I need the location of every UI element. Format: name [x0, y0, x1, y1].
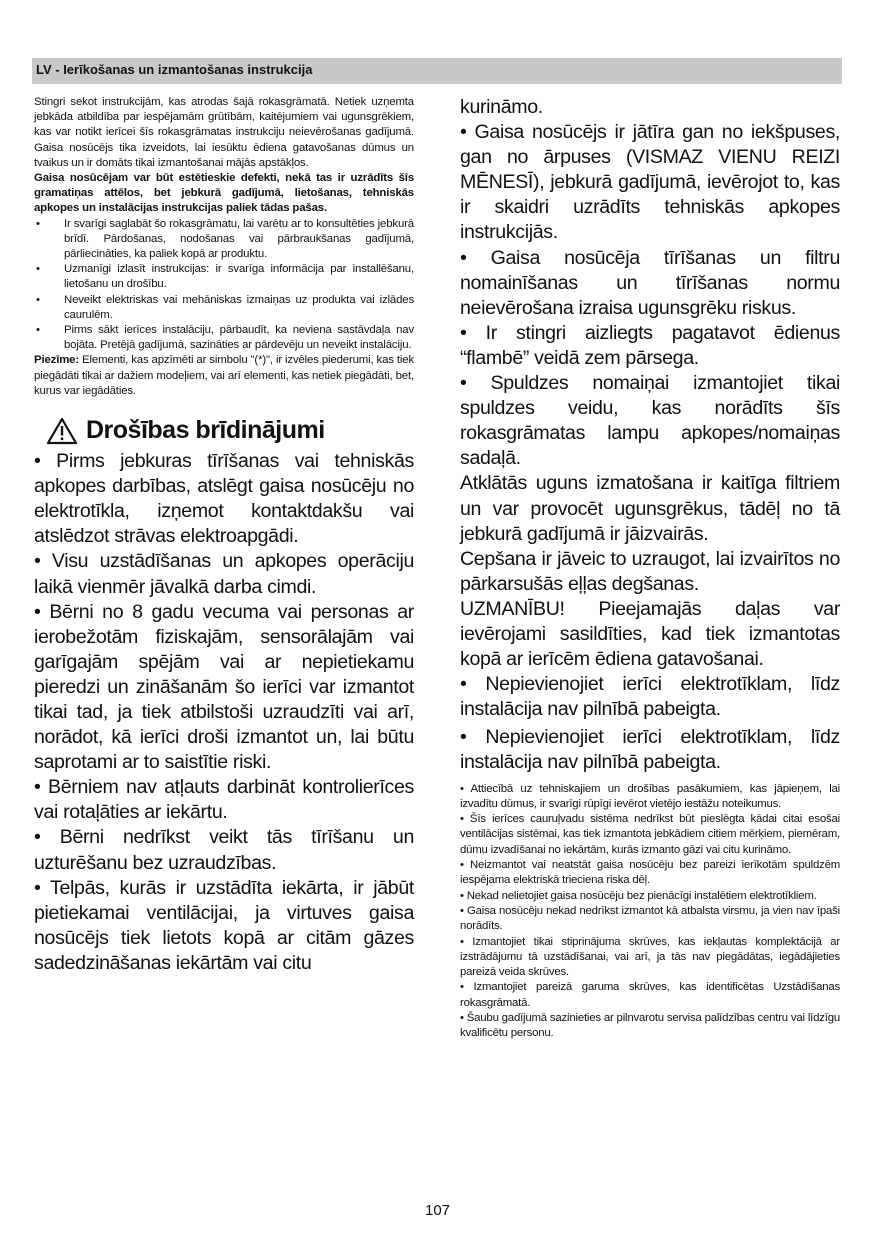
- bold-note: Gaisa nosūcējam var būt estētieskie defekti, nekā tas ir uzrādīts šīs gramatiņas attēlos, bet jebkurā gadījumā, lietošanas, tehniskās apkopes un instalācijas instrukcijas paliek tādas pašas.: [34, 172, 414, 215]
- bullet-icon: •: [36, 263, 40, 276]
- warning-paragraph: • Bērni no 8 gadu vecuma vai personas ar ierobežotām fiziskajām, sensorālajām vai garīgajām spējām vai ar nepietiekamu pieredzi un zināšanām šo ierīci var izmantot tikai tad, ja tiek atbilstoši uzraudzīti vai arī, norādot, kā ierīci droši izmantot un, lai būtu saprotami ar to saistītie riski.: [34, 600, 414, 774]
- small-warning-paragraph: • Šīs ierīces cauruļvadu sistēma nedrīkst būt pieslēgta kādai citai esošai ventilācijas sistēmai, kas tiek izmantota jebkādiem citiem mērķiem, piemēram, dūmu izvadīšanai no iekārtām, kurās izmanto gāzi vai citu kurināmo.: [460, 813, 840, 856]
- warning-paragraph: • Gaisa nosūcēja tīrīšanas un filtru nomainīšanas un tīrīšanas normu neievērošana izraisa ugunsgrēku riskus.: [460, 246, 840, 319]
- warning-paragraph: • Gaisa nosūcējs ir jātīra gan no iekšpuses, gan no ārpuses (VISMAZ VIENU REIZI MĒNESĪ), jebkurā gadījumā, ievērojot to, kas ir skaidri uzrādīts tehniskās apkopes instrukcijās.: [460, 121, 840, 244]
- warning-paragraph: • Visu uzstādīšanas un apkopes operāciju laikā vienmēr jāvalkā darba cimdi.: [34, 550, 414, 598]
- list-item: • Pirms sākt ierīces instalāciju, pārbaudīt, ka neviena sastāvdaļa nav bojāta. Pretējā gadījumā, sazināties ar pārdevēju un neveikt instalāciju.: [36, 324, 414, 352]
- bullet-icon: •: [36, 324, 40, 337]
- left-column: [34, 95, 414, 976]
- bullet-list: [34, 217, 414, 354]
- header-bar: [32, 58, 842, 84]
- warning-paragraph: UZMANĪBU! Pieejamajās daļas var ievērojami sasildīties, kad tiek izmantotas kopā ar ierīcēm ēdiena gatavošanai.: [460, 597, 840, 671]
- safety-warnings-heading: [34, 415, 414, 449]
- warning-paragraph: kurināmo.: [460, 96, 543, 118]
- section-title: LV - Ierīkošanas un izmantošanas instrukcija: [36, 62, 313, 77]
- list-item: • Neveikt elektriskas vai mehāniskas izmaiņas uz produkta vai izlādes caurulēm.: [36, 293, 414, 321]
- small-warning-paragraph: • Gaisa nosūcēju nekad nedrīkst izmantot kā atbalsta virsmu, ja vien nav īpaši norādīts.: [460, 904, 840, 933]
- small-warning-paragraph: • Nekad nelietojiet gaisa nosūcēju bez pienācīgi instalētiem elektrotīkliem.: [460, 889, 817, 902]
- warning-paragraph: • Nepievienojiet ierīci elektrotīklam, līdz instalācija nav pilnībā pabeigta.: [460, 673, 840, 721]
- warning-paragraph: • Spuldzes nomaiņai izmantojiet tikai spuldzes veidu, kas norādīts šīs rokasgrāmatas lampu apkopes/nomaiņas sadaļā.: [460, 372, 840, 470]
- list-item: • Ir svarīgi saglabāt šo rokasgrāmatu, lai varētu ar to konsultēties jebkurā brīdī. Pārdošanas, nodošanas vai pārbraukšanas gadījumā, pārliecināties, ka paliek kopā ar produktu.: [36, 217, 414, 261]
- warning-paragraph: Atklātās uguns izmatošana ir kaitīga filtriem un var provocēt ugunsgrēkus, tādēļ no tā jebkurā gadījumā ir jāizvairās.: [460, 472, 840, 545]
- note-text: Elementi, kas apzīmēti ar simbolu "(*)", ir izvēles piederumi, kas tiek piegādāti tikai ar dažiem modeļiem, vai arī elementi, kas netiek piegādāti, bet, kurus var iegādāties.: [34, 354, 414, 397]
- warning-paragraph: Cepšana ir jāveic to uzraugot, lai izvairītos no pārkarsušās eļļas degšanas.: [460, 547, 840, 595]
- bullet-icon: •: [36, 217, 40, 230]
- page-number: 107: [424, 1202, 451, 1219]
- small-warning-paragraph: • Neizmantot vai neatstāt gaisa nosūcēju bez pareizi ierīkotām spuldzēm iespējama elektriskā trieciena riska dēļ.: [460, 859, 840, 887]
- small-warning-paragraph: • Izmantojiet pareizā garuma skrūves, kas identificētas Uzstādīšanas rokasgrāmatā.: [460, 981, 840, 1009]
- small-warning-paragraph: • Šaubu gadījumā sazinieties ar pilnvarotu servisa palīdzības centru vai līdzīgu kvalificētu personu.: [460, 1011, 840, 1040]
- warning-paragraph: • Nepievienojiet ierīci elektrotīklam, līdz instalācija nav pilnībā pabeigta.: [460, 726, 840, 774]
- warning-paragraph: • Ir stingri aizliegts pagatavot ēdienus “flambē” veidā zem pārsega.: [460, 321, 840, 369]
- intro-paragraph: Stingri sekot instrukcijām, kas atrodas šajā rokasgrāmatā. Netiek uzņemta jebkāda atbildība par iespējamām grūtībām, kaitējumiem vai ugunsgrēkiem, kas var notikt ierīcei šīs rokasgrāmatas instrukciju neievērošanas gadījumā. Gaisa nosūcējs tika izveidots, lai iesūktu ēdiena gatavošanas dūmus un tvaikus un ir domāts tikai izmantošanai mājās apstākļos.: [34, 96, 414, 169]
- small-warning-paragraph: • Izmantojiet tikai stiprinājuma skrūves, kas iekļautas komplektācijā ar izstrādājumu tā uzstādīšanai, vai arī, ja tās nav piegādātas, iegādājieties pareizā veida skrūves.: [460, 935, 840, 979]
- list-item: • Uzmanīgi izlasīt instrukcijas: ir svarīga informācija par installēšanu, lietošanu un drošību.: [36, 263, 414, 291]
- bullet-icon: •: [36, 293, 40, 306]
- small-warning-paragraph: • Attiecībā uz tehniskajiem un drošības pasākumiem, kas jāpieņem, lai izvadītu dūmus, ir svarīgi rūpīgi ievērot vietējo iestāžu noteikumus.: [460, 782, 840, 810]
- warning-paragraph: • Bērni nedrīkst veikt tās tīrīšanu un uzturēšanu bez uzraudzības.: [34, 826, 414, 874]
- warning-paragraph: • Pirms jebkuras tīrīšanas vai tehniskās apkopes darbības, atslēgt gaisa nosūcēju no elektrotīkla, izņemot kontaktdakšu vai atslēdzot strāvas elektroapgādi.: [34, 450, 414, 548]
- right-column: [460, 95, 840, 1042]
- warning-paragraph: • Telpās, kurās ir uzstādīta iekārta, ir jābūt pietiekamai ventilācijai, ja virtuves gaisa nosūcējs tiek lietots kopā ar citām gāzes sadedzināšanas iekārtām vai citu: [34, 876, 414, 974]
- warning-paragraph: • Bērniem nav atļauts darbināt kontrolierīces vai rotaļāties ar iekārtu.: [34, 776, 414, 824]
- note-paragraph: [34, 353, 414, 399]
- warning-title: Drošības brīdinājumi: [86, 416, 325, 445]
- warning-triangle-icon: [46, 417, 78, 445]
- note-label: Piezīme:: [34, 354, 80, 367]
